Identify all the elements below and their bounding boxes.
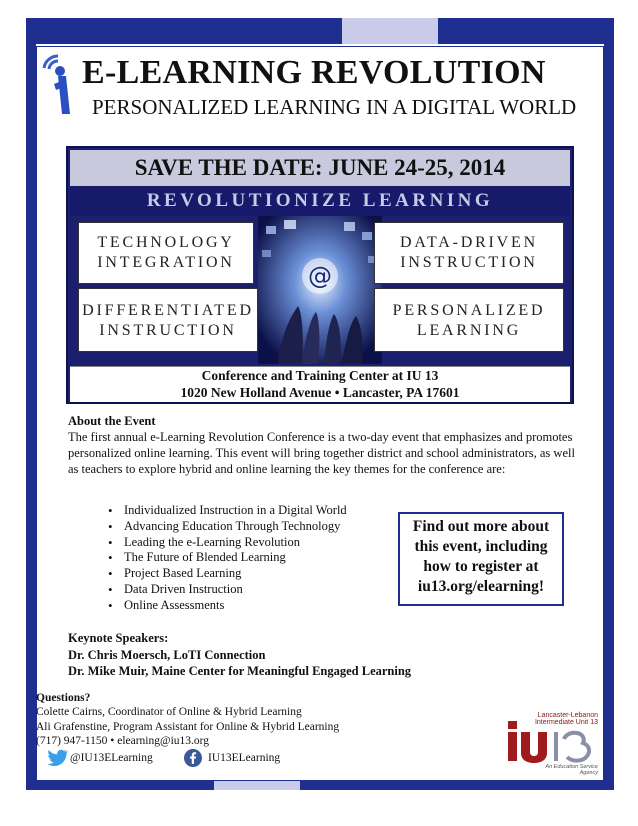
- list-item: • Online Assessments: [108, 598, 388, 614]
- list-item: • Data Driven Instruction: [108, 582, 388, 598]
- frame-band: [26, 18, 36, 790]
- social-links: [46, 748, 386, 770]
- callout-line: Find out more about: [412, 518, 550, 535]
- callout-line: this event, including: [414, 538, 548, 555]
- frame-band: [438, 18, 614, 44]
- theme-line: LEARNING: [416, 322, 522, 339]
- keynote-heading: Keynote Speakers:: [68, 631, 169, 645]
- list-item: • Leading the e-Learning Revolution: [108, 535, 388, 551]
- tagline-bar: [70, 186, 570, 216]
- iu13-logo: [504, 712, 600, 776]
- page-subtitle: PERSONALIZED LEARNING IN A DIGITAL WORLD: [92, 95, 577, 119]
- facebook-icon[interactable]: [184, 749, 202, 767]
- save-the-date-bar: [70, 150, 570, 186]
- list-item: • The Future of Blended Learning: [108, 550, 388, 566]
- list-item: • Individualized Instruction in a Digital World: [108, 503, 388, 519]
- event-banner: [66, 146, 574, 404]
- about-heading: About the Event: [68, 414, 156, 428]
- page-title: E-LEARNING REVOLUTION: [82, 54, 546, 91]
- frame-band: [300, 781, 614, 790]
- registration-callout: [398, 512, 564, 606]
- frame-band: [26, 18, 342, 44]
- iu13-org-line: Intermediate Unit 13: [534, 719, 598, 726]
- theme-line: DATA-DRIVEN: [400, 234, 538, 251]
- theme-line: DIFFERENTIATED: [82, 302, 254, 319]
- frame-band: [26, 781, 214, 790]
- theme-box-differentiated-instruction: [78, 288, 258, 352]
- venue-info: [70, 366, 570, 402]
- conference-theme-list: [108, 503, 388, 614]
- list-item: • Advancing Education Through Technology: [108, 519, 388, 535]
- frame-band: [604, 18, 614, 790]
- venue-name: Conference and Training Center at IU 13: [201, 368, 439, 383]
- tagline-text: REVOLUTIONIZE LEARNING: [146, 190, 494, 211]
- registration-link[interactable]: iu13.org/elearning!: [417, 578, 545, 595]
- keynote-speakers: [68, 630, 588, 680]
- twitter-handle[interactable]: @IU13ELearning: [70, 752, 153, 764]
- keynote-speaker: Dr. Chris Moersch, LoTI Connection: [68, 647, 266, 662]
- svg-text:@: @: [308, 262, 332, 290]
- theme-line: TECHNOLOGY: [97, 234, 235, 251]
- facebook-handle[interactable]: IU13ELearning: [208, 752, 281, 764]
- save-the-date-text: SAVE THE DATE: JUNE 24-25, 2014: [134, 155, 506, 180]
- theme-line: INSTRUCTION: [99, 322, 237, 339]
- contact-info: [36, 691, 436, 749]
- contact-line[interactable]: (717) 947-1150 • elearning@iu13.org: [36, 735, 210, 748]
- theme-box-technology-integration: [78, 222, 254, 284]
- contact-line: Ali Grafenstine, Program Assistant for Online & Hybrid Learning: [36, 720, 340, 733]
- theme-line: INTEGRATION: [97, 254, 235, 271]
- theme-box-data-driven-instruction: [374, 222, 564, 284]
- iu13-mark-icon: [506, 719, 598, 763]
- twitter-icon[interactable]: [46, 748, 68, 768]
- digital-crowd-image: [258, 216, 382, 364]
- theme-line: PERSONALIZED: [392, 302, 546, 319]
- contact-line: Colette Cairns, Coordinator of Online & Hybrid Learning: [36, 706, 302, 719]
- frame-band: [214, 781, 300, 790]
- list-item: • Project Based Learning: [108, 566, 388, 582]
- frame-band: [342, 18, 438, 44]
- keynote-speaker: Dr. Mike Muir, Maine Center for Meaningful Engaged Learning: [68, 664, 412, 678]
- about-body: The first annual e-Learning Revolution Conference is a two-day event that emphasizes and promotes personalized online learning. This event will bring together district and school administrators, as well as teachers to explore hybrid and online learning the key themes for the conference are:: [68, 430, 575, 477]
- iu13-tagline: An Education Service Agency: [545, 764, 598, 776]
- contact-heading: Questions?: [36, 692, 91, 704]
- iu13-org-line: Lancaster-Lebanon: [537, 712, 598, 719]
- venue-address: 1020 New Holland Avenue • Lancaster, PA 17601: [180, 385, 460, 400]
- theme-box-personalized-learning: [374, 288, 564, 352]
- callout-line: how to register at: [423, 558, 539, 575]
- theme-line: INSTRUCTION: [400, 254, 538, 271]
